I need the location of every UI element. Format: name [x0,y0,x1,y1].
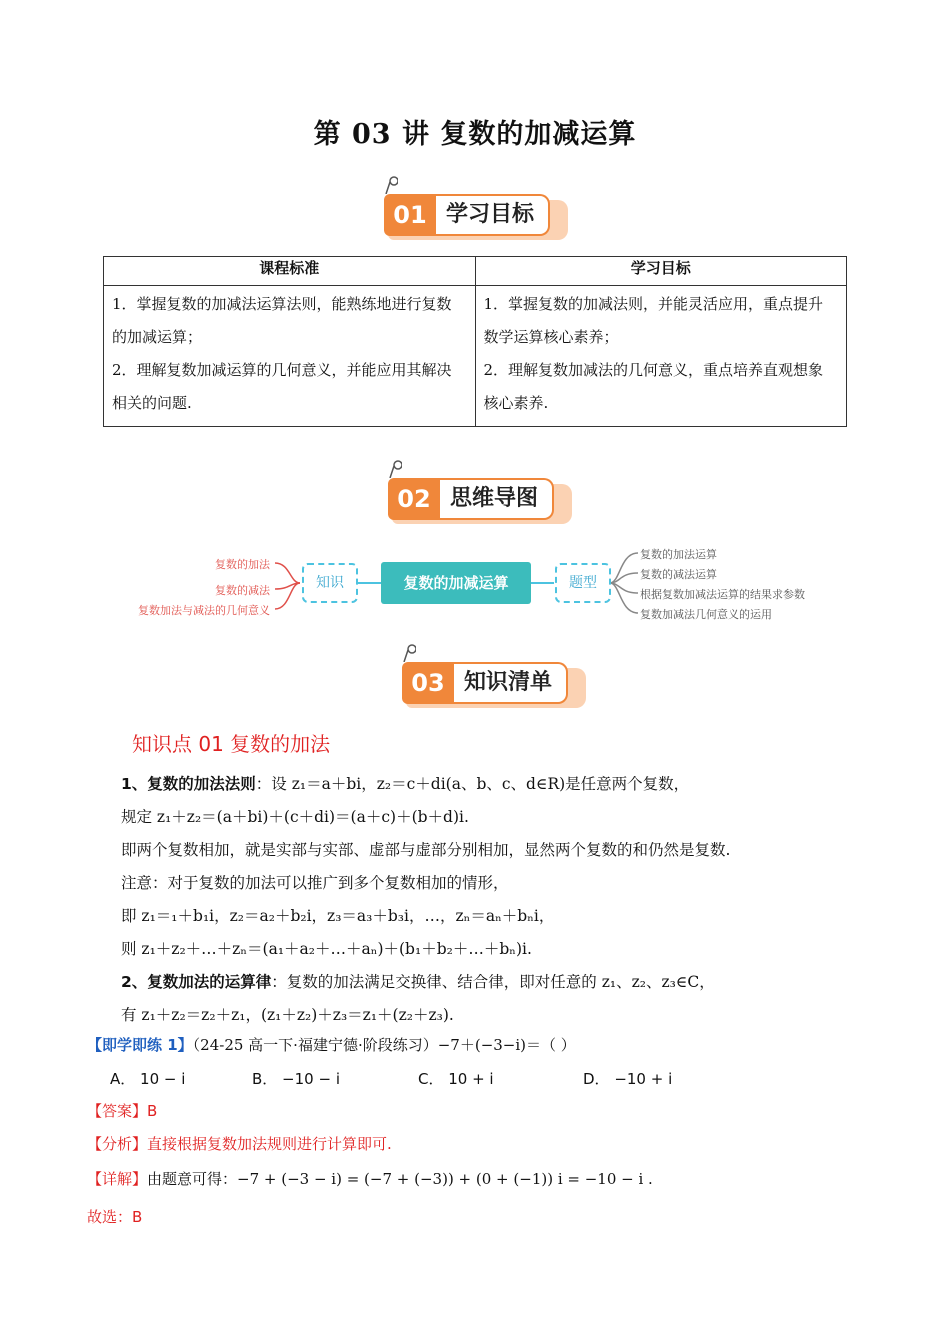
goal-item: 1．掌握复数的加减法则，并能灵活应用，重点提升数学运算核心素养； [483,295,824,346]
exercise-source: （24-25 高一下·福建宁德·阶段练习） [192,1036,438,1054]
addition-multi-terms: 即 z₁＝₁＋b₁i，z₂＝a₂＋b₂i，z₃＝a₃＋b₃i，…，zₙ＝aₙ＋bₙi， [121,907,555,925]
section-label: 学习目标 [436,194,550,236]
goals-cell [475,286,847,427]
exercise-expression: −7＋(−3−i)＝（ ） [437,1036,576,1054]
answer-tag: 【答案】 [87,1102,148,1120]
detail-text: 由题意可得：−7 + (−3 − i) = (−7 + (−3)) + (0 + (−1)) i = −10 − i . [147,1170,653,1188]
mindmap-type-item: 根据复数加减法运算的结果求参数 [640,588,805,601]
addition-laws-formula: 有 z₁＋z₂＝z₂＋z₁，(z₁＋z₂)＋z₃＝z₁＋(z₂＋z₃). [121,1006,454,1024]
pin-icon [384,176,398,194]
section-badge-02 [388,474,572,524]
section-badge-01 [384,190,568,240]
addition-explanation: 即两个复数相加，就是实部与实部、虚部与虚部分别相加，显然两个复数的和仍然是复数. [121,841,731,859]
exercise-question [87,1034,576,1055]
analysis-text: 直接根据复数加法规则进行计算即可. [147,1135,392,1153]
mindmap-knowledge-item: 复数的减法 [215,584,270,597]
mindmap-knowledge-item: 复数加法与减法的几何意义 [138,604,270,617]
addition-note: 注意：对于复数的加法可以推广到多个复数相加的情形， [121,874,509,892]
mindmap-knowledge-node: 知识 [302,563,358,603]
goals-table [103,256,847,427]
section-number: 01 [384,194,436,236]
addition-definition: 规定 z₁＋z₂＝(a＋bi)＋(c＋di)＝(a＋c)＋(b＋d)i. [121,808,469,826]
mindmap-knowledge-item: 复数的加法 [215,558,270,571]
option-b: B． −10 − i [252,1070,340,1088]
mindmap-type-item: 复数的减法运算 [640,568,717,581]
addition-laws [121,970,715,992]
standard-item: 2．理解复数加减运算的几何意义，并能应用其解决相关的问题. [112,361,452,412]
analysis-tag: 【分析】 [87,1135,148,1153]
standard-item: 1．掌握复数的加减法运算法则，能熟练地进行复数的加减运算； [112,295,452,346]
mindmap-center: 复数的加减运算 [381,562,531,604]
section-label: 知识清单 [454,662,568,704]
pin-icon [388,460,402,478]
knowledge-point-title: 知识点 01 复数的加法 [132,732,331,756]
addition-multi-sum: 则 z₁＋z₂＋…＋zₙ＝(a₁＋a₂＋…＋aₙ)＋(b₁＋b₂＋…＋bₙ)i. [121,940,532,958]
addition-rule [121,772,689,794]
section-number: 03 [402,662,454,704]
option-d: D． −10 + i [583,1070,673,1088]
mindmap-type-item: 复数的加法运算 [640,548,717,561]
page-title: 第 03 讲 复数的加减运算 [313,119,637,150]
standard-cell [104,286,476,427]
addition-laws-text: ：复数的加法满足交换律、结合律，即对任意的 z₁、z₂、z₃∈C， [271,973,715,991]
section-number: 02 [388,478,440,520]
mindmap-types-node: 题型 [555,563,611,603]
option-c: C． 10 + i [418,1070,494,1088]
table-header-standard: 课程标准 [104,257,476,286]
detail-line [87,1168,653,1189]
section-badge-03 [402,658,586,708]
answer-value: B [147,1102,158,1120]
addition-laws-label: 2、复数加法的运算律 [121,973,272,991]
answer-line [87,1100,157,1121]
option-a: A． 10 − i [110,1070,186,1088]
addition-rule-text: ：设 z₁＝a＋bi，z₂＝c＋di(a、b、c、d∈R)是任意两个复数， [255,775,690,793]
choice-value: B [132,1208,143,1226]
table-header-goals: 学习目标 [475,257,847,286]
section-label: 思维导图 [440,478,554,520]
mindmap-type-item: 复数加减法几何意义的运用 [640,608,772,621]
pin-icon [402,644,416,662]
exercise-tag: 【即学即练 1】 [87,1036,193,1054]
goal-item: 2．理解复数加减法的几何意义，重点培养直观想象核心素养. [483,361,824,412]
choice-label: 故选： [87,1208,133,1226]
detail-tag: 【详解】 [87,1170,148,1188]
analysis-line [87,1133,392,1154]
choice-line [87,1206,142,1227]
addition-rule-label: 1、复数的加法法则 [121,775,256,793]
